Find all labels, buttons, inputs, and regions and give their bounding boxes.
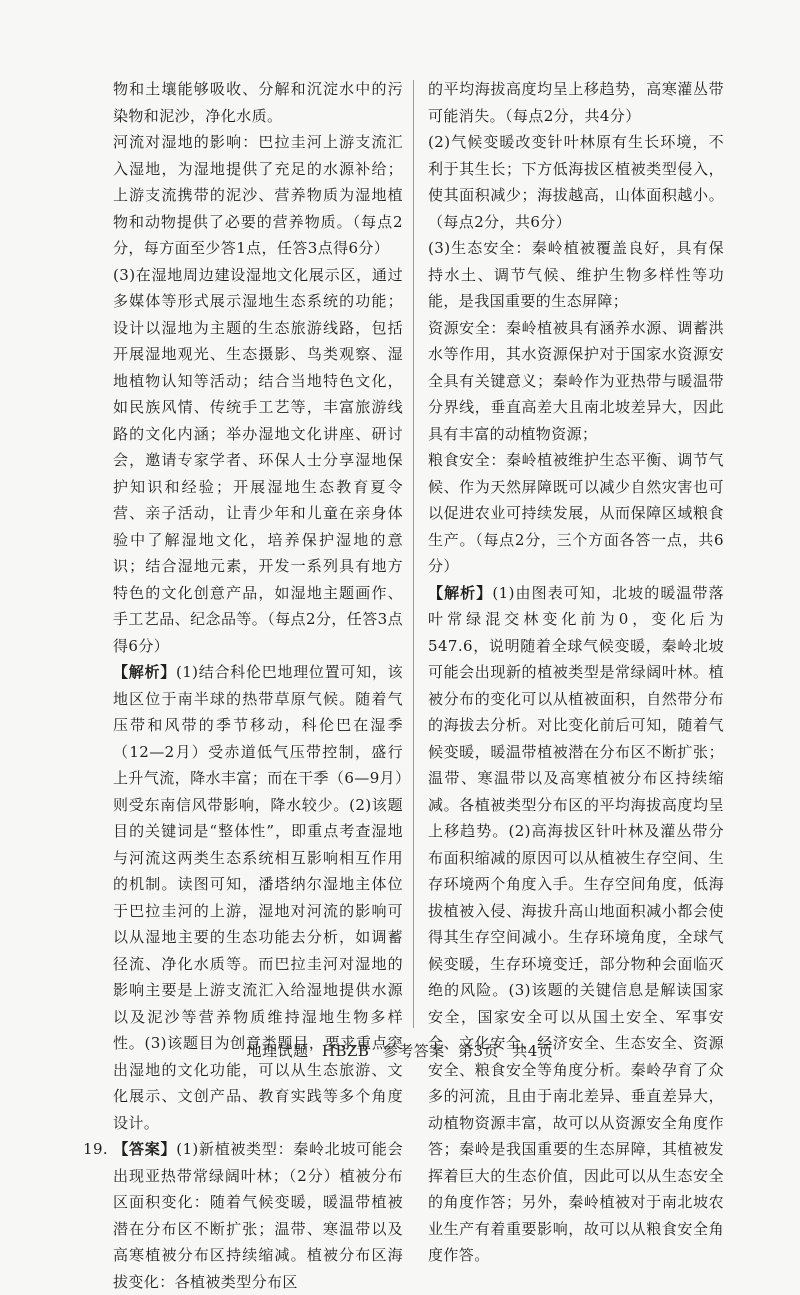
paragraph: (2)气候变暖改变针叶林原有生长环境，不利于其生长；下方低海拔区植被类型侵入，使其面积减少；海拔越高，山体面积越小。（每点2分，共6分） <box>428 133 724 231</box>
analysis-text: (1)由图表可知，北坡的暖温带落叶常绿混交林变化前为0，变化后为547.6，说明随着全球气候变暖，秦岭北坡可能会出现新的植被类型是常绿阔叶林。植被分布的变化可以从植被面积，自然带分布的海拔去分析。对比变化前后可知，随着气候变暖，暖温带植被潜在分布区不断扩张；温带、寒温带以及高寒植被分布区持续缩减。各植被类型分布区的平均海拔高度均呈上移趋势。(2)高海拔区针叶林及灌丛带分布面积缩减的原因可以从植被生存空间、生存环境两个角度入手。生存空间角度，低海拔植被入侵、海拔升高山地面积减小都会使得其生存空间减小。生存环境角度，全球气候变暖，生存环境变迁，部分物种会面临灭绝的风险。(3)该题的关键信息是解读国家安全，国家安全可以从国土安全、军事安全、文化安全、经济安全、生态安全、资源安全、粮食安全等角度分析。秦岭孕育了众多的河流，且由于南北差异、垂直差异大，动植物资源丰富，故可以从资源安全角度作答；秦岭是我国重要的生态屏障，其植被发挥着巨大的生态价值，因此可以从生态安全的角度作答；另外，秦岭植被对于南北坡农业生产有着重要影响，故可以从粮食安全角度作答。 <box>428 583 724 1264</box>
answer-text: (1)新植被类型：秦岭北坡可能会出现亚热带常绿阔叶林；（2分）植被分布区面积变化：随着气候变暖，暖温带植被潜在分布区不断扩张；温带、寒温带以及高寒植被分布区持续缩减。植被分布区海拔变化：各植被类型分布区 <box>113 1140 403 1291</box>
question-19-answer <box>83 1136 403 1295</box>
paragraph: (3)生态安全：秦岭植被覆盖良好，具有保持水土、调节气候、维护生物多样性等功能，是我国重要的生态屏障； <box>428 239 724 310</box>
paragraph: 河流对湿地的影响：巴拉圭河上游支流汇入湿地，为湿地提供了充足的水源补给；上游支流携带的泥沙、营养物质为湿地植物和动物提供了必要的营养物质。（每点2分，每方面至少答1点，任答3点得6分） <box>113 133 403 257</box>
analysis-paragraph <box>113 659 403 1136</box>
paragraph: (3)在湿地周边建设湿地文化展示区，通过多媒体等形式展示湿地生态系统的功能；设计以湿地为主题的生态旅游线路，包括开展湿地观光、生态摄影、鸟类观察、湿地植物认知等活动；结合当地特色文化，如民族风情、传统手工艺等，丰富旅游线路的文化内涵；举办湿地文化讲座、研讨会，邀请专家学者、环保人士分享湿地保护知识和经验；开展湿地生态教育夏令营、亲子活动，让青少年和儿童在亲身体验中了解湿地文化，培养保护湿地的意识；结合湿地元素，开发一系列具有地方特色的文化创意产品，如湿地主题画作、手工艺品、纪念品等。（每点2分，任答3点得6分） <box>113 265 403 655</box>
analysis-paragraph <box>428 580 724 1269</box>
paragraph: 物和土壤能够吸收、分解和沉淀水中的污染物和泥沙，净化水质。 <box>113 80 403 125</box>
question-number: 19. <box>83 1140 109 1158</box>
right-column <box>428 76 724 1269</box>
analysis-text: (1)结合科伦巴地理位置可知，该地区位于南半球的热带草原气候。随着气压带和风带的季节移动，科伦巴在湿季（12—2月）受赤道低气压带控制，盛行上升气流，降水丰富；而在干季（6—9月）则受东南信风带影响，降水较少。(2)该题目的关键词是“整体性”，即重点考查湿地与河流这两类生态系统相互影响相互作用的机制。读图可知，潘塔纳尔湿地主体位于巴拉圭河的上游，湿地对河流的影响可以从湿地主要的生态功能去分析，如调蓄径流、净化水质等。而巴拉圭河对湿地的影响主要是上游支流汇入给湿地提供水源以及泥沙等营养物质维持湿地生物多样性。(3)该题目为创意类题目，要求重点突出湿地的文化功能，可以从生态旅游、文化展示、文创产品、教育实践等多个角度设计。 <box>113 663 403 1132</box>
paragraph: 粮食安全：秦岭植被维护生态平衡、调节气候、作为天然屏障既可以减少自然灾害也可以促进农业可持续发展，从而保障区域粮食生产。（每点2分，三个方面各答一点，共6分） <box>428 451 724 575</box>
analysis-label: 【解析】 <box>113 663 176 681</box>
answer-label: 【答案】 <box>113 1140 177 1158</box>
page-footer: 地理试题 HBZB 参考答案 第3页 共4页 <box>246 1042 554 1060</box>
column-divider <box>413 80 414 1028</box>
paragraph: 的平均海拔高度均呈上移趋势，高寒灌丛带可能消失。（每点2分，共4分） <box>428 80 724 125</box>
analysis-label: 【解析】 <box>428 583 493 602</box>
left-column <box>83 76 403 1295</box>
paragraph: 资源安全：秦岭植被具有涵养水源、调蓄洪水等作用，其水资源保护对于国家水资源安全具有关键意义；秦岭作为亚热带与暖温带分界线，垂直高差大且南北坡差异大，因此具有丰富的动植物资源； <box>428 318 724 443</box>
